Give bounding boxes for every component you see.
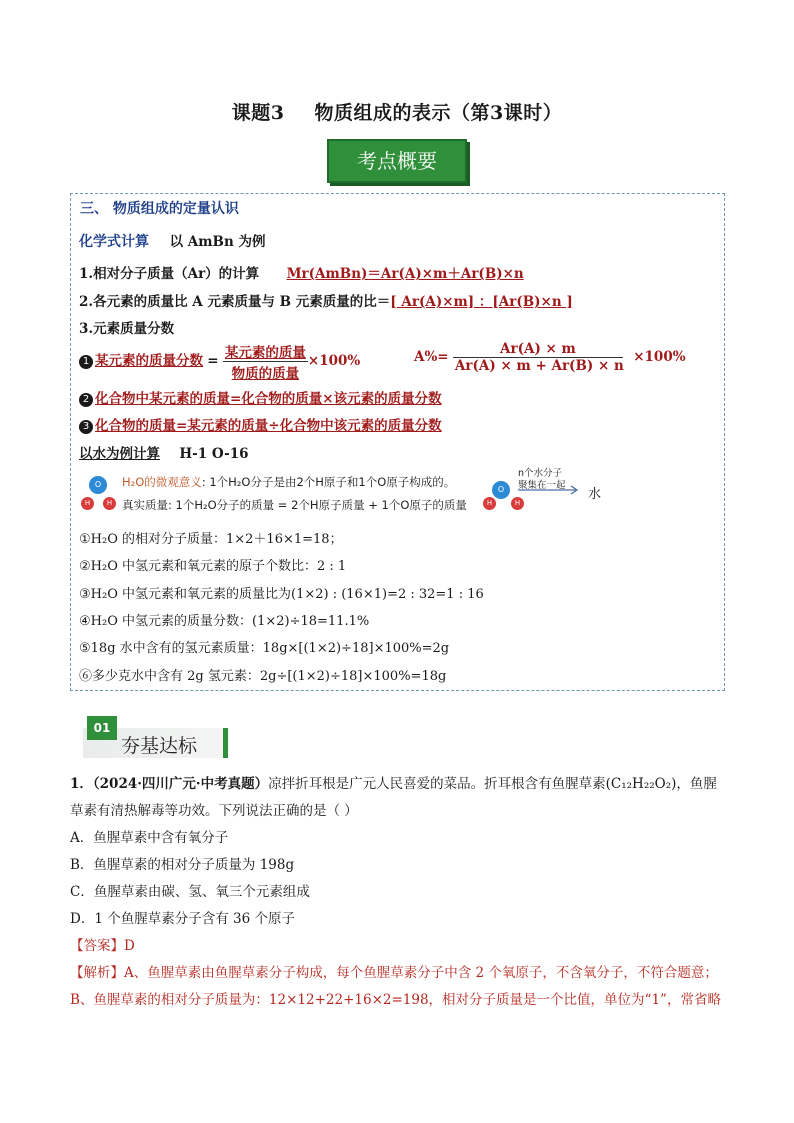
circle-number: 1 bbox=[79, 355, 93, 369]
micro-meaning-text: : 1个H₂O分子是由2个H原子和1个O原子构成的。 bbox=[201, 475, 456, 489]
title-lesson: 课题3 bbox=[231, 102, 285, 124]
section-heading: 三、 物质组成的定量认识 bbox=[80, 201, 239, 217]
item2 bbox=[79, 290, 573, 310]
formula2-text: 化合物中某元素的质量=化合物的质量×该元素的质量分数 bbox=[95, 391, 442, 407]
option-c: C．鱼腥草素由碳、氢、氧三个元素组成 bbox=[70, 884, 310, 900]
answer-value: D bbox=[124, 938, 135, 954]
oxygen-atom-icon: O bbox=[89, 476, 107, 494]
analysis-line1 bbox=[70, 960, 724, 987]
analysis-line2: B、鱼腥草素的相对分子质量为：12×12+22+16×2=198，相对分子质量是一个比值，单位为“1”，常省略 bbox=[70, 992, 721, 1008]
micro-meaning-label: H₂O的微观意义 bbox=[122, 475, 202, 489]
question-stem-line1 bbox=[70, 771, 717, 798]
formula1b-tail: ×100% bbox=[633, 349, 686, 365]
page-title bbox=[0, 98, 794, 125]
formula1-denominator: 物质的质量 bbox=[231, 366, 300, 382]
water-result: 水 bbox=[588, 487, 602, 502]
calc-line: ③H₂O 中氢元素和氧元素的质量比为(1×2) : (16×1)=2 : 32=1 : 16 bbox=[79, 587, 484, 602]
arrow-icon bbox=[516, 485, 582, 495]
section-number-tag: 01 bbox=[87, 716, 117, 740]
calc-line: ⑤18g 水中含有的氢元素质量：18g×[(1×2)÷18]×100%=2g bbox=[79, 641, 450, 656]
formula1b-denominator: Ar(A) × m + Ar(B) × n bbox=[454, 358, 624, 374]
hydrogen-atom-icon: H bbox=[103, 497, 116, 510]
calc-line: ④H₂O 中氢元素的质量分数：(1×2)÷18=11.1% bbox=[79, 614, 370, 629]
arrow-label-top: n个水分子 bbox=[518, 468, 563, 479]
question-source: （2024·四川广元·中考真题） bbox=[92, 776, 269, 792]
analysis-label: 【解析】 bbox=[70, 965, 124, 981]
calc-label: 化学式计算 bbox=[79, 234, 149, 250]
real-mass bbox=[122, 497, 467, 513]
formula1-label: 某元素的质量分数 bbox=[95, 353, 203, 369]
real-mass-label: 真实质量 bbox=[122, 498, 168, 512]
item3-label: 3.元素质量分数 bbox=[79, 321, 175, 337]
formula1b-fraction bbox=[453, 341, 623, 374]
water-label: 以水为例计算 bbox=[79, 446, 160, 462]
item1 bbox=[79, 262, 524, 282]
formula1-tail: ×100% bbox=[307, 353, 361, 369]
question-number: 1． bbox=[70, 776, 93, 792]
formula2 bbox=[79, 387, 442, 407]
formula1-fraction bbox=[223, 341, 308, 382]
item1-formula: Mr(AmBn)＝Ar(A)×m＋Ar(B)×n bbox=[286, 266, 524, 282]
hydrogen-atom-icon: H bbox=[483, 497, 496, 510]
analysis-text: A、鱼腥草素由鱼腥草素分子构成，每个鱼腥草素分子中含 2 个氧原子，不含氧分子，不符合题意； bbox=[124, 965, 718, 981]
formula1b-numerator: Ar(A) × m bbox=[453, 341, 623, 358]
option-b: B．鱼腥草素的相对分子质量为 198g bbox=[70, 857, 295, 873]
question-stem-text: 凉拌折耳根是广元人民喜爱的菜品。折耳根含有鱼腥草素(C₁₂H₂₂O₂)，鱼腥 bbox=[268, 776, 717, 792]
formula1-numerator: 某元素的质量 bbox=[223, 341, 308, 362]
formula1b-prefix: A%= bbox=[414, 349, 449, 365]
question-stem-line2: 草素有清热解毒等功效。下列说法正确的是（ ） bbox=[70, 803, 358, 819]
item2-label: 2.各元素的质量比 A 元素质量与 B 元素质量的比＝ bbox=[79, 294, 391, 310]
answer-label: 【答案】 bbox=[70, 938, 124, 954]
calc-line: ②H₂O 中氢元素和氧元素的原子个数比：2 : 1 bbox=[79, 559, 347, 574]
section-title: 夯基达标 bbox=[121, 735, 198, 757]
calc-intro bbox=[79, 230, 265, 251]
formula3-text: 化合物的质量=某元素的质量÷化合物中该元素的质量分数 bbox=[95, 418, 442, 434]
circle-number: 2 bbox=[79, 393, 93, 407]
item1-label: 1.相对分子质量（Ar）的计算 bbox=[79, 266, 260, 282]
circle-number: 3 bbox=[79, 420, 93, 434]
real-mass-text: : 1个H₂O分子的质量 = 2个H原子质量 + 1个O原子的质量 bbox=[168, 498, 467, 512]
oxygen-atom-icon: O bbox=[492, 481, 510, 499]
formula1b bbox=[414, 341, 686, 374]
calc-line: ⑥多少克水中含有 2g 氢元素：2g÷[(1×2)÷18]×100%=18g bbox=[79, 669, 447, 684]
answer-line bbox=[70, 933, 135, 960]
hydrogen-atom-icon: H bbox=[81, 497, 94, 510]
section-banner: 考点概要 bbox=[327, 139, 467, 183]
calc-example: 以 AmBn 为例 bbox=[169, 234, 266, 250]
calc-line: ①H₂O 的相对分子质量：1×2＋16×1=18； bbox=[79, 532, 343, 547]
hydrogen-atom-icon: H bbox=[511, 497, 524, 510]
item2-formula: [ Ar(A)×m] ：[Ar(B)×n ] bbox=[390, 294, 573, 310]
option-a: A．鱼腥草素中含有氧分子 bbox=[70, 830, 229, 846]
water-intro bbox=[79, 442, 249, 462]
title-topic: 物质组成的表示（第3课时） bbox=[314, 102, 563, 124]
atomic-masses: H-1 O-16 bbox=[179, 446, 249, 462]
arrow-label-bottom: 聚集在一起 bbox=[518, 480, 566, 491]
formula1-equals: = bbox=[207, 353, 219, 369]
micro-meaning bbox=[122, 474, 455, 490]
option-d: D．1 个鱼腥草素分子含有 36 个原子 bbox=[70, 911, 295, 927]
formula1 bbox=[79, 341, 360, 382]
section-header-bar bbox=[223, 728, 228, 758]
formula3 bbox=[79, 414, 442, 434]
